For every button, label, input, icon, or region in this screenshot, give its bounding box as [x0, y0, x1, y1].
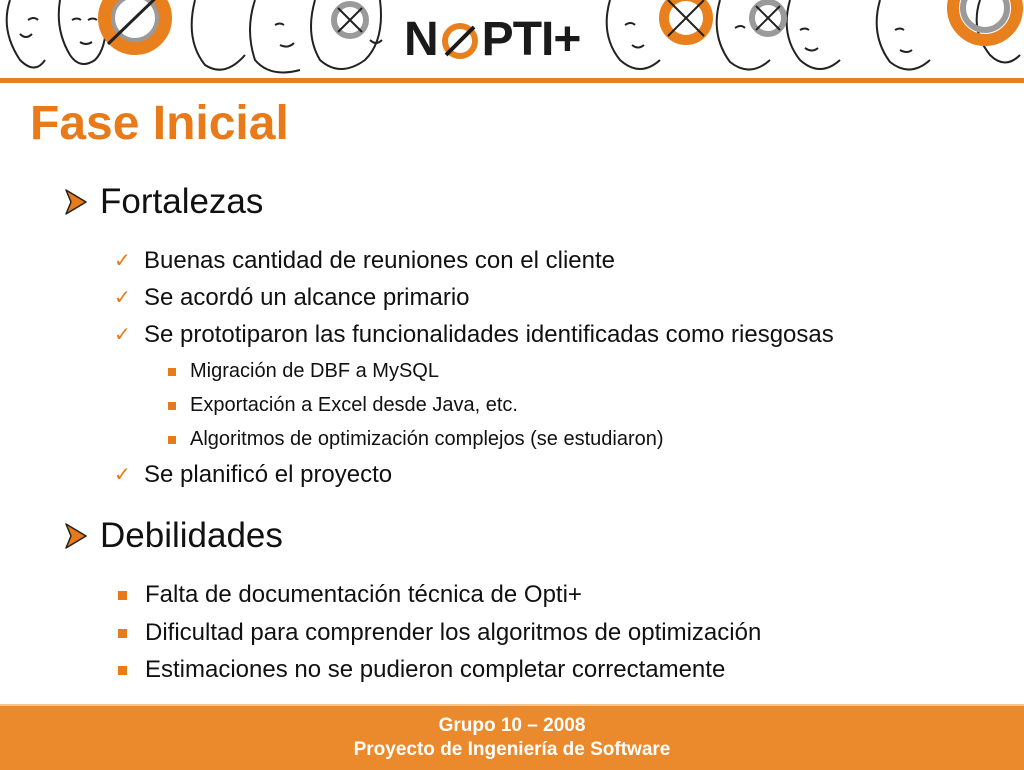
- list-item: [114, 284, 470, 312]
- square-bullet-icon: [168, 402, 176, 410]
- sub-list-item: [166, 360, 439, 383]
- square-bullet-icon: [168, 436, 176, 444]
- list-item-text: Estimaciones no se pudieron completar correctamente: [145, 656, 726, 683]
- checkmark-icon: ✓: [114, 464, 131, 486]
- list-item: [114, 247, 615, 275]
- checkmark-icon: ✓: [114, 324, 131, 346]
- header-divider: [0, 78, 1024, 83]
- list-item-text: Dificultad para comprender los algoritmos de optimización: [145, 619, 762, 646]
- footer-bar: [0, 704, 1024, 770]
- square-bullet-icon: [118, 629, 127, 638]
- logo-text-pti: PTI+: [481, 12, 581, 66]
- checkmark-icon: ✓: [114, 287, 131, 309]
- section-heading-text: Debilidades: [100, 516, 283, 555]
- sub-list-item-text: Migración de DBF a MySQL: [190, 360, 439, 382]
- list-item-text: Se planificó el proyecto: [144, 461, 393, 488]
- sub-list-item: [166, 394, 518, 417]
- footer-group-text: Grupo 10 – 2008: [438, 715, 586, 736]
- arrow-bullet-icon: [62, 187, 90, 217]
- logo-letter-n: N: [404, 12, 438, 66]
- list-item: [114, 619, 761, 647]
- list-item-text: Falta de documentación técnica de Opti+: [145, 581, 582, 608]
- opti-logo: [404, 10, 580, 68]
- slide-title: Fase Inicial: [30, 97, 289, 150]
- footer-course-text: Proyecto de Ingeniería de Software: [353, 739, 671, 760]
- sub-list-item-text: Exportación a Excel desde Java, etc.: [190, 394, 518, 416]
- sub-list-item: [166, 428, 664, 451]
- list-item: [114, 581, 582, 609]
- section-heading-debilidades: [62, 516, 283, 556]
- header-banner: [0, 0, 1024, 78]
- square-bullet-icon: [118, 666, 127, 675]
- checkmark-icon: ✓: [114, 250, 131, 272]
- logo-circle-icon: [440, 19, 480, 59]
- square-bullet-icon: [168, 368, 176, 376]
- list-item: [114, 656, 725, 684]
- section-heading-text: Fortalezas: [100, 182, 264, 221]
- list-item: [114, 461, 392, 489]
- square-bullet-icon: [118, 591, 127, 600]
- list-item: [114, 321, 834, 349]
- list-item-text: Se prototiparon las funcionalidades identificadas como riesgosas: [144, 321, 834, 348]
- section-heading-fortalezas: [62, 182, 263, 222]
- list-item-text: Se acordó un alcance primario: [144, 284, 470, 311]
- sub-list-item-text: Algoritmos de optimización complejos (se estudiaron): [190, 428, 664, 450]
- arrow-bullet-icon: [62, 521, 90, 551]
- list-item-text: Buenas cantidad de reuniones con el cliente: [144, 247, 615, 274]
